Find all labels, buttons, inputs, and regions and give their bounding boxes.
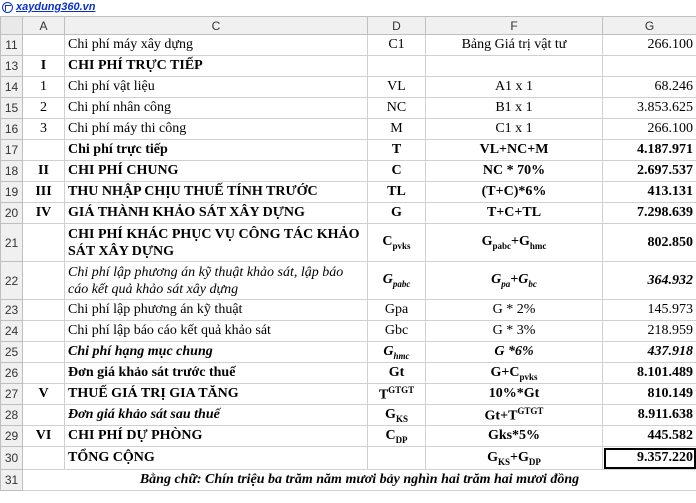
cell-f[interactable] [426, 262, 603, 300]
row-header[interactable]: 16 [1, 119, 23, 140]
formula-part: G [491, 272, 502, 288]
formula-part: +G [510, 272, 529, 288]
cell-d[interactable]: Gt [368, 363, 426, 384]
table-row [1, 224, 696, 262]
logo-text: xaydung360.vn [16, 1, 96, 13]
cell-f[interactable]: Bảng Giá trị vật tư [426, 35, 603, 56]
cell-f[interactable]: 10%*Gt [426, 384, 603, 405]
cell-f[interactable]: T+C+TL [426, 203, 603, 224]
table-row [1, 56, 696, 77]
cell-a[interactable] [23, 321, 65, 342]
row-header[interactable]: 25 [1, 342, 23, 363]
cell-d[interactable] [368, 384, 426, 405]
cell-g[interactable]: 437.918 [603, 342, 696, 363]
cell-a[interactable]: III [23, 182, 65, 203]
cell-d[interactable] [368, 56, 426, 77]
column-header-f[interactable]: F [426, 17, 603, 35]
cell-g[interactable]: 7.298.639 [603, 203, 696, 224]
table-row [1, 262, 696, 300]
row-header[interactable]: 15 [1, 98, 23, 119]
table-row [1, 363, 696, 384]
cell-a[interactable]: V [23, 384, 65, 405]
cell-g[interactable]: 2.697.537 [603, 161, 696, 182]
cost-table [0, 16, 696, 491]
cell-d[interactable]: T [368, 140, 426, 161]
cell-g[interactable]: 68.246 [603, 77, 696, 98]
table-row [1, 384, 696, 405]
cell-c[interactable]: THU NHẬP CHỊU THUẾ TÍNH TRƯỚC [65, 182, 368, 203]
formula-part: G [481, 234, 493, 250]
cell-f[interactable]: G * 2% [426, 300, 603, 321]
cell-a[interactable]: VI [23, 426, 65, 447]
cell-g[interactable]: 266.100 [603, 35, 696, 56]
cell-a[interactable] [23, 140, 65, 161]
row-header[interactable]: 28 [1, 405, 23, 426]
formula-part: Gt+T [484, 408, 518, 424]
cell-g[interactable]: 802.850 [603, 224, 696, 262]
cell-d[interactable]: M [368, 119, 426, 140]
symbol-main: T [378, 387, 389, 403]
formula-part: +G [510, 449, 529, 465]
cell-c[interactable]: Chi phí máy xây dựng [65, 35, 368, 56]
row-header[interactable]: 31 [1, 470, 23, 491]
cell-d[interactable] [368, 342, 426, 363]
cell-a[interactable]: 3 [23, 119, 65, 140]
cell-f[interactable]: (T+C)*6% [426, 182, 603, 203]
cell-f[interactable]: VL+NC+M [426, 140, 603, 161]
cell-g[interactable]: 445.582 [603, 426, 696, 447]
row-header[interactable]: 24 [1, 321, 23, 342]
symbol-main: C [382, 234, 393, 250]
cell-d[interactable] [368, 224, 426, 262]
cell-f[interactable] [426, 56, 603, 77]
formula-sub: pa [501, 278, 511, 289]
table-row [1, 182, 696, 203]
cell-a[interactable]: II [23, 161, 65, 182]
table-row [1, 447, 696, 470]
table-row [1, 35, 696, 56]
formula-sub: KS [498, 456, 511, 467]
cell-a[interactable]: 2 [23, 98, 65, 119]
cell-d[interactable]: G [368, 203, 426, 224]
cell-a[interactable] [23, 224, 65, 262]
cell-a[interactable] [23, 363, 65, 384]
cell-g[interactable]: 4.187.971 [603, 140, 696, 161]
row-header[interactable]: 19 [1, 182, 23, 203]
table-row [1, 426, 696, 447]
cell-d[interactable]: C [368, 161, 426, 182]
cell-c[interactable]: CHI PHÍ CHUNG [65, 161, 368, 182]
formula-part: G [487, 449, 498, 465]
watermark-logo [2, 1, 95, 13]
cell-d[interactable]: C1 [368, 35, 426, 56]
cell-g[interactable]: 145.973 [603, 300, 696, 321]
symbol-sub: DP [395, 434, 408, 445]
globe-icon [2, 2, 13, 13]
row-header[interactable]: 20 [1, 203, 23, 224]
cell-a[interactable] [23, 262, 65, 300]
cell-f[interactable]: B1 x 1 [426, 98, 603, 119]
symbol-sup: GTGT [388, 384, 415, 395]
cell-f[interactable] [426, 224, 603, 262]
row-header[interactable]: 22 [1, 262, 23, 300]
symbol-main: G [382, 272, 393, 288]
column-header-d[interactable]: D [368, 17, 426, 35]
table-row [1, 321, 696, 342]
row-header[interactable]: 27 [1, 384, 23, 405]
cell-d[interactable]: VL [368, 77, 426, 98]
cell-d[interactable] [368, 262, 426, 300]
cell-c[interactable]: THUẾ GIÁ TRỊ GIA TĂNG [65, 384, 368, 405]
cell-g[interactable]: 810.149 [603, 384, 696, 405]
cell-c[interactable]: Chi phí lập báo cáo kết quả khảo sát [65, 321, 368, 342]
symbol-sub: KS [395, 413, 408, 424]
formula-sub: bc [528, 278, 537, 289]
formula-sub: pabc [492, 240, 512, 251]
cell-c[interactable]: GIÁ THÀNH KHẢO SÁT XÂY DỰNG [65, 203, 368, 224]
cell-c[interactable]: Chi phí trực tiếp [65, 140, 368, 161]
cell-d[interactable]: Gbc [368, 321, 426, 342]
column-header-a[interactable]: A [23, 17, 65, 35]
cell-f[interactable]: G * 3% [426, 321, 603, 342]
cell-a[interactable]: I [23, 56, 65, 77]
row-header[interactable]: 26 [1, 363, 23, 384]
column-header-c[interactable]: C [65, 17, 368, 35]
cell-c[interactable]: Chi phí vật liệu [65, 77, 368, 98]
table-row [1, 140, 696, 161]
row-header[interactable]: 21 [1, 224, 23, 262]
table-row [1, 77, 696, 98]
cell-f[interactable]: G *6% [426, 342, 603, 363]
column-header-g[interactable]: G [603, 17, 696, 35]
table-row [1, 470, 696, 491]
symbol-sub: hmc [393, 350, 410, 361]
row-header[interactable]: 11 [1, 35, 23, 56]
cell-f[interactable]: C1 x 1 [426, 119, 603, 140]
formula-sub: pvks [519, 371, 538, 382]
cell-c[interactable]: CHI PHÍ DỰ PHÒNG [65, 426, 368, 447]
table-row [1, 119, 696, 140]
cell-a[interactable] [23, 405, 65, 426]
cell-d[interactable] [368, 426, 426, 447]
cell-c[interactable]: Chi phí hạng mục chung [65, 342, 368, 363]
cell-g[interactable]: 8.911.638 [603, 405, 696, 426]
row-header[interactable]: 18 [1, 161, 23, 182]
cell-g[interactable]: 413.131 [603, 182, 696, 203]
formula-sub: DP [528, 456, 541, 467]
symbol-sub: pabc [392, 278, 411, 289]
cell-f[interactable] [426, 363, 603, 384]
cell-g[interactable]: 3.853.625 [603, 98, 696, 119]
cell-f[interactable]: A1 x 1 [426, 77, 603, 98]
cell-g[interactable]: 218.959 [603, 321, 696, 342]
table-row [1, 342, 696, 363]
row-header[interactable]: 29 [1, 426, 23, 447]
cell-a[interactable] [23, 300, 65, 321]
symbol-main: G [385, 406, 396, 422]
symbol-main: C [385, 427, 396, 443]
table-row [1, 300, 696, 321]
row-header[interactable]: 13 [1, 56, 23, 77]
cell-d[interactable]: TL [368, 182, 426, 203]
cell-d[interactable] [368, 405, 426, 426]
cell-g[interactable]: 8.101.489 [603, 363, 696, 384]
cell-c[interactable]: TỔNG CỘNG [65, 447, 368, 470]
column-header-row [1, 17, 696, 35]
cell-d[interactable]: Gpa [368, 300, 426, 321]
formula-sub: hmc [529, 240, 547, 251]
select-all-corner[interactable] [1, 17, 23, 35]
cell-d[interactable] [368, 447, 426, 470]
cell-c[interactable]: Đơn giá khảo sát trước thuế [65, 363, 368, 384]
cell-a[interactable] [23, 35, 65, 56]
cell-a[interactable]: 1 [23, 77, 65, 98]
cell-c[interactable]: Chi phí máy thi công [65, 119, 368, 140]
row-header[interactable]: 30 [1, 447, 23, 470]
formula-part: G+C [490, 364, 520, 380]
cell-a[interactable] [23, 342, 65, 363]
cell-c[interactable]: Chi phí lập phương án kỹ thuật khảo sát, lập báo cáo kết quả khảo sát xây dựng [65, 262, 368, 300]
cell-c[interactable]: Đơn giá khảo sát sau thuế [65, 405, 368, 426]
formula-part: +G [511, 234, 530, 250]
cell-c[interactable]: Chi phí lập phương án kỹ thuật [65, 300, 368, 321]
table-row [1, 161, 696, 182]
symbol-main: G [383, 343, 394, 359]
amount-in-words[interactable]: Bằng chữ: Chín triệu ba trăm năm mươi bảy nghìn hai trăm hai mươi đồng [23, 470, 696, 491]
cell-c[interactable]: Chi phí nhân công [65, 98, 368, 119]
cell-d[interactable]: NC [368, 98, 426, 119]
cell-g[interactable]: 364.932 [603, 262, 696, 300]
cell-g[interactable]: 266.100 [603, 119, 696, 140]
cell-c[interactable]: CHI PHÍ TRỰC TIẾP [65, 56, 368, 77]
cell-f[interactable]: Gks*5% [426, 426, 603, 447]
cell-c[interactable]: CHI PHÍ KHÁC PHỤC VỤ CÔNG TÁC KHẢO SÁT XÂY DỰNG [65, 224, 368, 262]
cell-a[interactable] [23, 447, 65, 470]
formula-sup: GTGT [517, 405, 544, 416]
table-row [1, 98, 696, 119]
row-header[interactable]: 14 [1, 77, 23, 98]
cell-a[interactable]: IV [23, 203, 65, 224]
symbol-sub: pvks [392, 240, 411, 251]
row-header[interactable]: 17 [1, 140, 23, 161]
cell-f[interactable]: NC * 70% [426, 161, 603, 182]
table-row [1, 203, 696, 224]
cell-f[interactable] [426, 447, 603, 470]
row-header[interactable]: 23 [1, 300, 23, 321]
cell-f[interactable] [426, 405, 603, 426]
grand-total-cell[interactable]: 9.357.220 [603, 447, 696, 470]
table-row [1, 405, 696, 426]
cell-g[interactable] [603, 56, 696, 77]
